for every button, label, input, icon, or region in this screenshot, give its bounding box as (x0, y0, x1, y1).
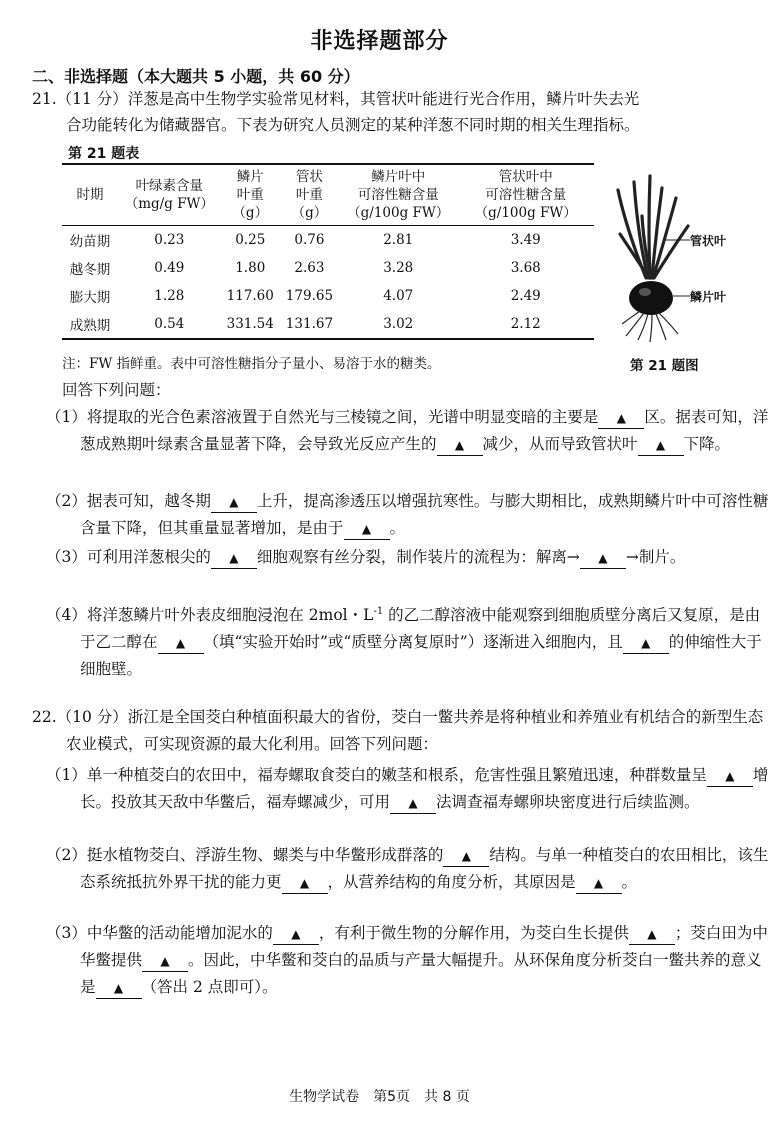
q22-sub3-text-d: 。因此，中华鳖和茭白的品质与产量大幅提升。从环保角度分析茭白一鳖共养的意义是 (80, 951, 762, 996)
blank-mark-icon: ▲ (408, 796, 418, 810)
figure-caption: 第 21 题图 (630, 358, 699, 374)
q21-sub2-text-b: 上升，提高渗透压以增强抗寒性。与膨大期相比，成熟期鳞片叶中可溶性糖含量下降，但其重量显著增加，是由于 (80, 492, 769, 537)
table-value-cell: 2.63 (294, 260, 325, 276)
q22-stem: 22.（10 分）浙江是全国茭白种植面积最大的省份，茭白一鳖共养是将种植业和养殖业有机结合的新型生态农业模式，可实现资源的最大化利用。回答下列问题： (32, 708, 764, 753)
table-header-cell (280, 164, 339, 226)
q21-stem-line2: 合功能转化为储藏器官。下表为研究人员测定的某种洋葱不同时期的相关生理指标。 (66, 116, 640, 134)
q21-sub1-text-a: （1）将提取的光合色素溶液置于自然光与三棱镜之间，光谱中明显变暗的主要是 (46, 408, 599, 426)
q21-sub3-text-b: 细胞观察有丝分裂，制作装片的流程为：解离→ (256, 548, 580, 566)
onion-illustration (604, 168, 754, 348)
answer-blank[interactable] (211, 547, 257, 569)
q22-sub1 (40, 762, 770, 816)
table-row (62, 310, 594, 339)
table-body (62, 226, 594, 340)
blank-mark-icon: ▲ (160, 954, 170, 968)
q22-sub2 (40, 842, 770, 896)
table-row (62, 226, 594, 255)
header-text: 叶绿素含量 （mg/g FW） (124, 178, 214, 212)
data-table (62, 163, 594, 340)
figure-label-scale-leaf: 鳞片叶 (690, 290, 727, 304)
table-value-cell: 3.28 (383, 260, 414, 276)
table-value-cell: 4.07 (383, 288, 414, 304)
table-value-cell: 3.68 (510, 260, 541, 276)
blank-mark-icon: ▲ (113, 981, 124, 995)
table-value-cell: 2.81 (383, 232, 414, 248)
table-value-cell: 3.02 (383, 316, 414, 332)
table-period-cell: 越冬期 (69, 262, 111, 278)
q21-sub4-text-c: （填“实验开始时”或“质壁分离复原时”）逐渐进入细胞内，且 (203, 633, 623, 652)
q21-stem-line1: 21.（11 分）洋葱是高中生物学实验常见材料，其管状叶能进行光合作用，鳞片叶失去光 (32, 90, 640, 108)
table-row (62, 254, 594, 282)
answer-blank[interactable] (707, 765, 753, 787)
answer-prompt: 回答下列问题： (62, 381, 171, 399)
table-value-cell: 3.49 (510, 232, 541, 248)
table-period-cell: 膨大期 (69, 290, 111, 306)
blank-mark-icon: ▲ (361, 522, 372, 536)
blank-mark-icon: ▲ (655, 438, 666, 452)
table-header-cell (118, 164, 221, 226)
q22-sub3-text-b: ，有利于微生物的分解作用，为茭白生长提供 (318, 924, 629, 942)
answer-blank[interactable] (390, 792, 436, 814)
table-value-cell: 0.49 (154, 260, 185, 276)
answer-blank[interactable] (598, 407, 644, 429)
answer-blank[interactable] (580, 547, 626, 569)
q21-sub1-text-c: 减少，从而导致管状叶 (482, 435, 638, 453)
q21-sub2-text-c: 。 (389, 519, 406, 537)
q21-sub3 (40, 544, 770, 571)
q22-sub2-text-c: ，从营养结构的角度分析，其原因是 (327, 873, 576, 891)
table-value-cell: 0.76 (294, 232, 325, 248)
header-text: 管状 叶重 （g） (291, 169, 328, 221)
figure-label-tubular-leaf: 管状叶 (690, 234, 727, 248)
q22-sub2-text-d: 。 (621, 873, 638, 891)
table-header-cell (221, 164, 280, 226)
page-footer: 生物学试卷 第5页 共 8 页 (289, 1089, 470, 1105)
q21-sub3-text-c: →制片。 (625, 548, 686, 566)
blank-mark-icon: ▲ (647, 927, 657, 941)
answer-blank[interactable] (629, 923, 675, 945)
table-header-cell (339, 164, 457, 226)
header-text: 鳞片叶中 可溶性糖含量 （g/100g FW） (347, 169, 450, 221)
table-value-cell: 1.28 (154, 288, 185, 304)
answer-blank[interactable] (443, 845, 489, 867)
q21-sub4-text-d: 的伸缩性大于细胞壁。 (80, 633, 762, 679)
answer-blank[interactable] (142, 950, 188, 972)
q21-sub4-text-a: （4）将洋葱鳞片叶外表皮细胞浸泡在 2mol・L (46, 606, 374, 625)
answer-blank[interactable] (96, 977, 142, 999)
header-text: 管状叶中 可溶性糖含量 （g/100g FW） (474, 169, 577, 221)
blank-mark-icon: ▲ (725, 769, 735, 783)
q22-sub3-text-a: （3）中华鳖的活动能增加泥水的 (46, 924, 273, 942)
answer-blank[interactable] (158, 632, 204, 654)
table-note: 注：FW 指鲜重。表中可溶性糖指分子量小、易溶于水的糖类。 (62, 356, 441, 372)
q22-sub1-text-c: 法调查福寿螺卵块密度进行后续监测。 (436, 793, 700, 811)
table-row (62, 282, 594, 310)
blank-mark-icon: ▲ (229, 551, 239, 565)
q22-sub3-text-c: ；茭白田为中华鳖提供 (80, 924, 768, 969)
blank-mark-icon: ▲ (454, 438, 465, 452)
answer-blank[interactable] (273, 923, 319, 945)
q21-sub4 (40, 598, 770, 683)
q22-sub3 (40, 920, 770, 1001)
q21-sub3-text-a: （3）可利用洋葱根尖的 (46, 548, 211, 566)
answer-blank[interactable] (282, 872, 328, 894)
header-text: 鳞片 叶重 （g） (232, 169, 269, 221)
q22-sub2-text-a: （2）挺水植物茭白、浮游生物、螺类与中华鳖形成群落的 (46, 846, 444, 864)
q21-sub2-text-a: （2）据表可知，越冬期 (46, 492, 211, 510)
blank-mark-icon: ▲ (461, 849, 471, 863)
table-caption: 第 21 题表 (68, 146, 140, 162)
q21-sub1 (40, 404, 770, 458)
q21-sub1-text-d: 下降。 (683, 435, 731, 453)
table-value-cell: 1.80 (235, 260, 266, 276)
table-value-cell: 117.60 (226, 288, 274, 304)
q21-sub4-superscript: -1 (373, 606, 384, 617)
blank-mark-icon: ▲ (641, 636, 651, 651)
blank-mark-icon: ▲ (291, 927, 301, 941)
table-value-cell: 331.54 (226, 316, 274, 332)
blank-mark-icon: ▲ (175, 636, 186, 651)
q21-sub2 (40, 488, 770, 542)
table-value-cell: 0.25 (235, 232, 266, 248)
blank-mark-icon: ▲ (229, 495, 239, 509)
blank-mark-icon: ▲ (598, 551, 608, 565)
answer-blank[interactable] (437, 434, 483, 456)
q22-sub1-text-a: （1）单一种植茭白的农田中，福寿螺取食茭白的嫩茎和根系，危害性强且繁殖迅速，种群数量呈 (46, 766, 707, 784)
section-header: 二、非选择题（本大题共 5 小题，共 60 分） (32, 67, 360, 86)
page-title: 非选择题部分 (310, 28, 449, 54)
table-value-cell: 131.67 (285, 316, 334, 332)
header-text: 时期 (76, 187, 104, 203)
blank-mark-icon: ▲ (616, 411, 626, 425)
blank-mark-icon: ▲ (593, 876, 604, 890)
onion-figure (604, 168, 754, 368)
table-header-cell (62, 164, 118, 226)
q22-sub2-text-b: 结构。与单一种植茭白的农田相比，该生态系统抵抗外界干扰的能力更 (80, 846, 769, 891)
answer-blank[interactable] (211, 491, 257, 513)
table-value-cell: 2.49 (510, 288, 541, 304)
table-value-cell: 0.23 (154, 232, 185, 248)
table-period-cell: 幼苗期 (69, 234, 111, 250)
answer-blank[interactable] (623, 632, 669, 654)
answer-blank[interactable] (344, 518, 390, 540)
table-header-cell (457, 164, 594, 226)
answer-blank[interactable] (576, 872, 622, 894)
q21-sub1-text-b: 区。据表可知，洋葱成熟期叶绿素含量显著下降，会导致光反应产生的 (80, 408, 769, 453)
table-value-cell: 2.12 (510, 316, 541, 332)
q22-sub3-text-e: （答出 2 点即可）。 (141, 978, 278, 996)
table-period-cell: 成熟期 (69, 318, 111, 334)
table-header-row (62, 164, 594, 226)
table-value-cell: 0.54 (154, 316, 185, 332)
blank-mark-icon: ▲ (299, 876, 310, 890)
q21-sub4-text-b: 的乙二醇溶液中能观察到细胞质壁分离后又复原，是由于乙二醇在 (80, 606, 761, 652)
table-value-cell: 179.65 (285, 288, 334, 304)
q21-stem (32, 86, 732, 138)
answer-blank[interactable] (638, 434, 684, 456)
q22-sub1-text-b: 增长。投放其天敌中华鳖后，福寿螺减少，可用 (80, 766, 769, 811)
